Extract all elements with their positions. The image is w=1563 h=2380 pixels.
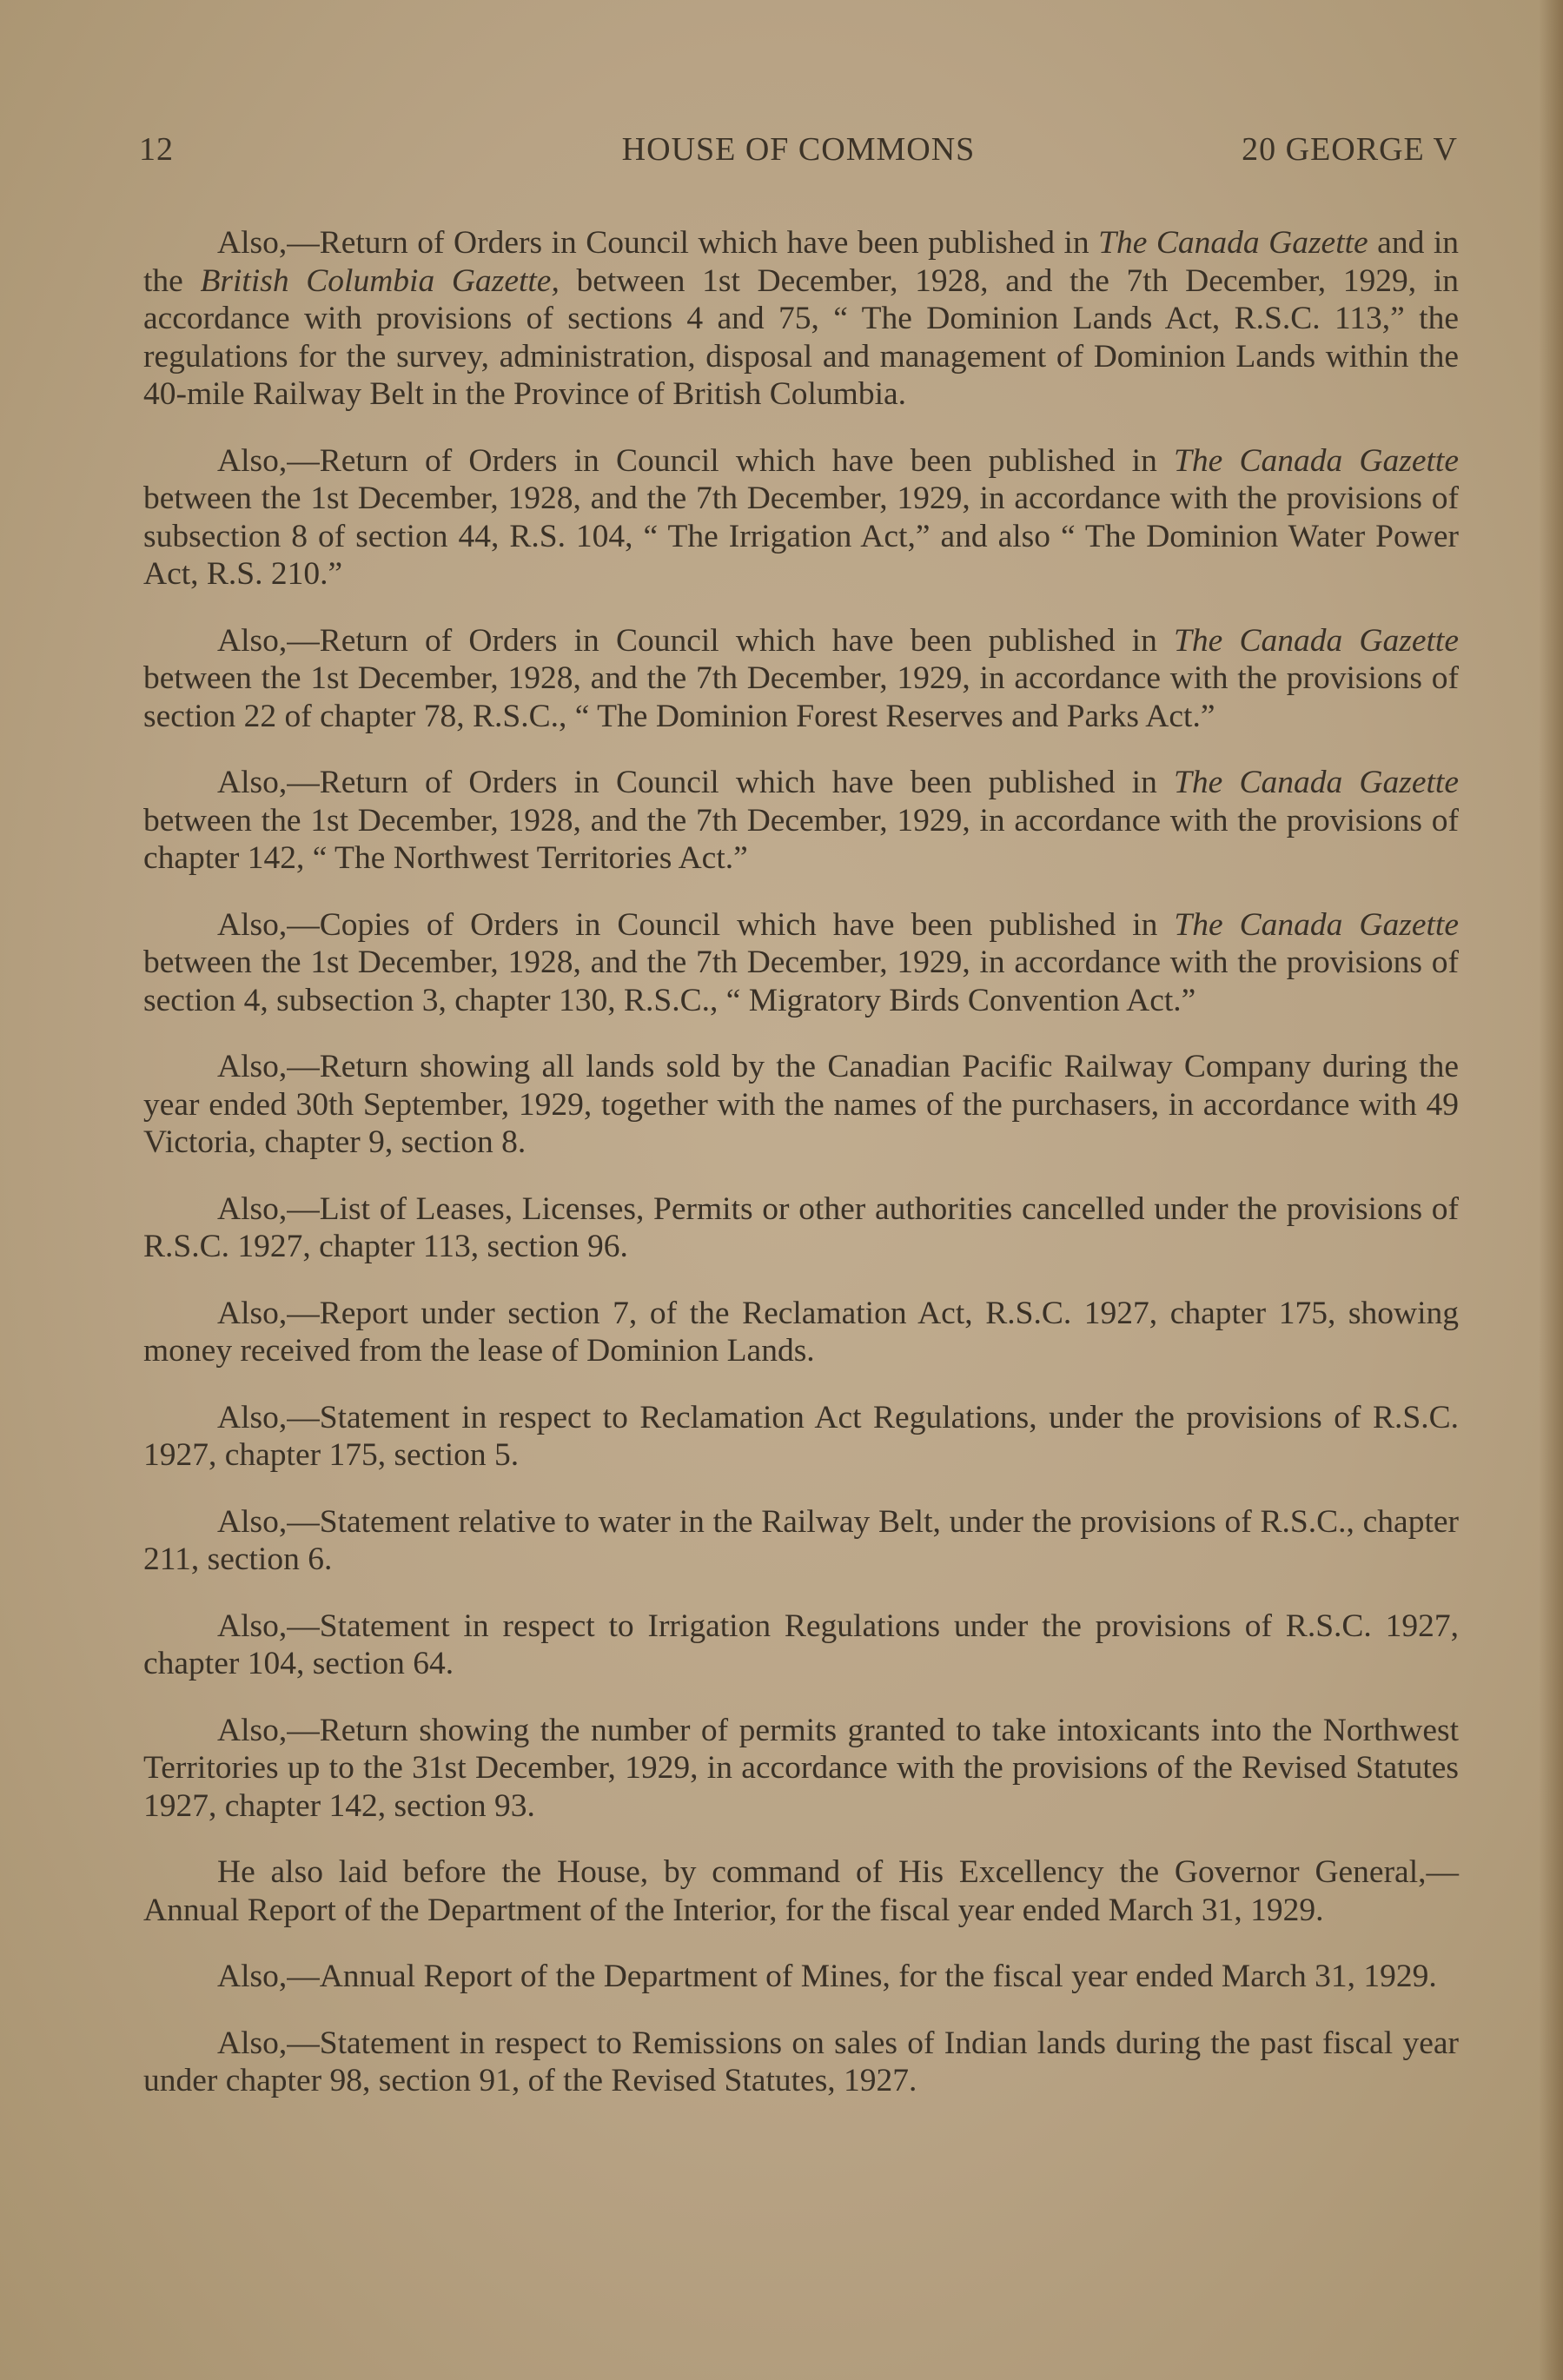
paragraph bbox=[143, 442, 1459, 593]
session-reference: 20 GEORGE V bbox=[1242, 131, 1458, 168]
paragraph bbox=[143, 1712, 1459, 1826]
running-title: HOUSE OF COMMONS bbox=[621, 131, 976, 168]
paragraph bbox=[143, 1608, 1459, 1683]
italic-segment: The Canada Gazette bbox=[1098, 225, 1368, 261]
paragraph bbox=[143, 622, 1459, 736]
text-segment: between 1st December, 1928, and the 7th December, 1929, in accordance with provisions of sections 4 and 75, “ The Dominion Lands Act, R.S.C. 113,” the regulations for the survey, administration, disposal and management of Dominion Lands within the 40-mile Railway Belt in the Province of British Columbia. bbox=[143, 262, 1459, 412]
text-segment: Also,—Return of Orders in Council which have been published in bbox=[217, 765, 1175, 800]
text-segment: Also,—Annual Report of the Department of Mines, for the fiscal year ended March 31, 1929. bbox=[217, 1959, 1437, 1994]
running-header bbox=[139, 130, 1458, 174]
text-segment: Also,—Report under section 7, of the Reclamation Act, R.S.C. 1927, chapter 175, showing money received from the lease of Dominion Lands. bbox=[143, 1295, 1459, 1369]
paragraph bbox=[143, 1048, 1459, 1162]
text-segment: Also,—Return of Orders in Council which have been published in bbox=[217, 622, 1175, 659]
italic-segment: The Canada Gazette bbox=[1174, 442, 1459, 479]
text-segment: Also,—Copies of Orders in Council which have been published in bbox=[217, 906, 1175, 943]
text-segment: and in the bbox=[143, 225, 1459, 299]
paragraph bbox=[143, 1503, 1459, 1579]
text-segment: between the 1st December, 1928, and the 7th December, 1929, in accordance with the provisions of section 4, subsection 3, chapter 130, R.S.C., “ Migratory Birds Convention Act.” bbox=[143, 945, 1459, 1018]
text-segment: Also,—Statement relative to water in the Railway Belt, under the provisions of R.S.C., chapter 211, section 6. bbox=[143, 1503, 1459, 1577]
text-segment: between the 1st December, 1928, and the 7th December, 1929, in accordance with the provisions of subsection 8 of section 44, R.S. 104, “ The Irrigation Act,” and also “ The Dominion Water Power Act, R.S. 210.” bbox=[143, 481, 1459, 592]
paragraph bbox=[143, 1958, 1459, 1996]
italic-segment: The Canada Gazette bbox=[1174, 906, 1459, 943]
italic-segment: British Columbia Gazette, bbox=[200, 262, 560, 299]
paragraph bbox=[143, 1190, 1459, 1266]
text-segment: Also,—Return showing all lands sold by the Canadian Pacific Railway Company during the year ended 30th September, 1929, together with the names of the purchasers, in accordance with 49 Victoria, chapter 9, section 8. bbox=[143, 1049, 1459, 1160]
text-segment: Also,—Statement in respect to Irrigation Regulations under the provisions of R.S.C. 1927, chapter 104, section 64. bbox=[143, 1608, 1459, 1681]
text-segment: Also,—Return showing the number of permits granted to take intoxicants into the Northwest Territories up to the 31st December, 1929, in accordance with the provisions of the Revised Statutes 1927, chapter 142, section 93. bbox=[143, 1712, 1459, 1824]
text-segment: He also laid before the House, by command of His Excellency the Governor General,—Annual Report of the Department of the Interior, for the fiscal year ended March 31, 1929. bbox=[143, 1854, 1459, 1928]
text-segment: between the 1st December, 1928, and the 7th December, 1929, in accordance with the provisions of section 22 of chapter 78, R.S.C., “ The Dominion Forest Reserves and Parks Act.” bbox=[143, 660, 1459, 734]
page-number: 12 bbox=[139, 131, 174, 168]
italic-segment: The Canada Gazette bbox=[1174, 765, 1459, 800]
paragraph bbox=[143, 1853, 1459, 1929]
text-segment: between the 1st December, 1928, and the 7th December, 1929, in accordance with the provisions of chapter 142, “ The Northwest Territories Act.” bbox=[143, 802, 1459, 876]
paragraph bbox=[143, 2025, 1459, 2100]
paragraph bbox=[143, 1295, 1459, 1370]
italic-segment: The Canada Gazette bbox=[1174, 622, 1459, 659]
paragraph bbox=[143, 224, 1459, 414]
body-text bbox=[143, 224, 1459, 2129]
paragraph bbox=[143, 764, 1459, 878]
paragraph bbox=[143, 906, 1459, 1020]
text-segment: Also,—Statement in respect to Reclamation Act Regulations, under the provisions of R.S.C. 1927, chapter 175, section 5. bbox=[143, 1399, 1459, 1473]
text-segment: Also,—Return of Orders in Council which have been published in bbox=[217, 225, 1099, 261]
text-segment: Also,—Return of Orders in Council which have been published in bbox=[217, 442, 1175, 479]
text-segment: Also,—Statement in respect to Remissions on sales of Indian lands during the past fiscal year under chapter 98, section 91, of the Revised Statutes, 1927. bbox=[143, 2025, 1459, 2098]
paragraph bbox=[143, 1399, 1459, 1475]
page-edge-shadow bbox=[1539, 0, 1563, 2380]
text-segment: Also,—List of Leases, Licenses, Permits or other authorities cancelled under the provisions of R.S.C. 1927, chapter 113, section 96. bbox=[143, 1190, 1459, 1264]
